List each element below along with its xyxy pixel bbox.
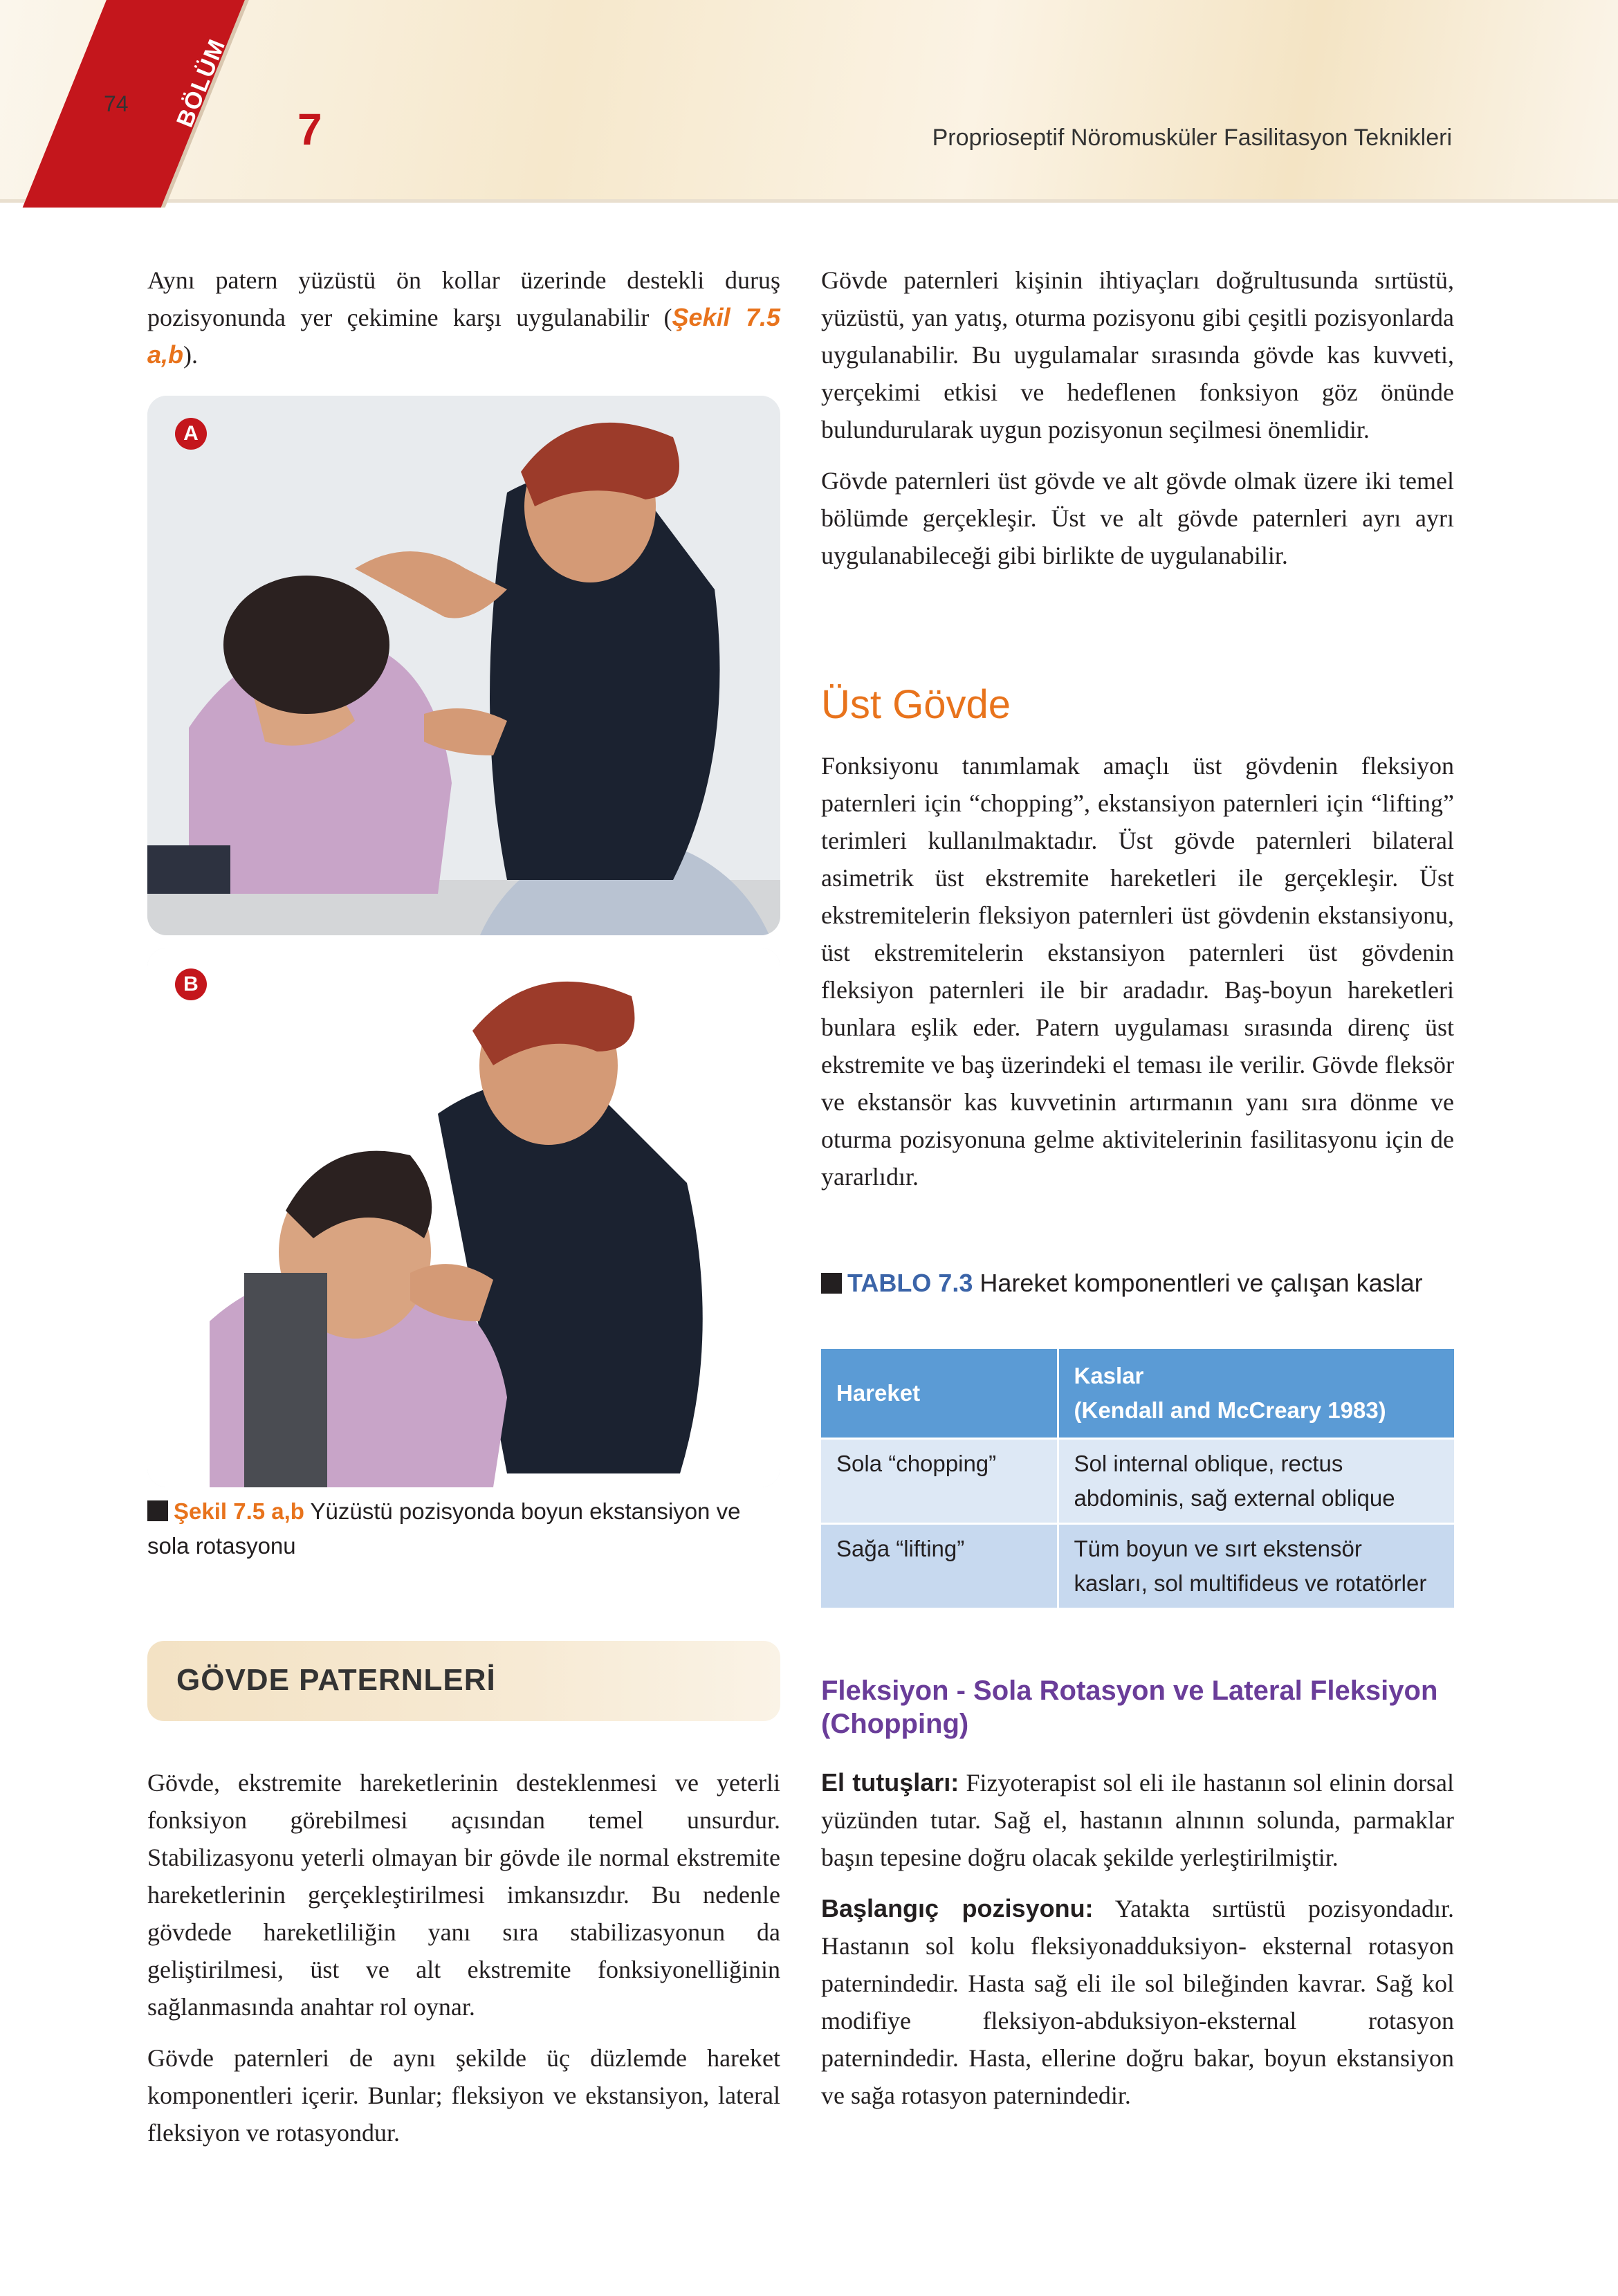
table-label: TABLO 7.3 [847,1269,973,1297]
table-row [821,1439,1454,1524]
left-body [147,1764,780,2151]
table-cell-kaslar: Sol internal oblique, rectus abdominis, sağ external oblique [1058,1439,1454,1524]
section-word: BÖLÜM [172,35,231,131]
table-title: Hareket komponentleri ve çalışan kaslar [973,1269,1423,1297]
section-title: GÖVDE PATERNLERİ [176,1663,496,1697]
running-title: Proprioseptif Nöromusküler Fasilitasyon Teknikleri [932,125,1452,151]
figure-caption [147,1494,780,1563]
right-body-bottom [821,1764,1454,2114]
table-header-kaslar: Kaslar (Kendall and McCreary 1983) [1058,1349,1454,1439]
table-caption [821,1266,1454,1301]
left-paragraph-2: Gövde paternleri de aynı şekilde üç düzlemde hareket komponentleri içerir. Bunlar; fleksiyon ve ekstansiyon, lateral fleksiyon ve rotasyondur. [147,2044,780,2147]
header-rule [0,199,1618,203]
table-square-icon [821,1273,842,1294]
table-cell-hareket: Sola “chopping” [821,1439,1058,1524]
right-paragraph-3: Fonksiyonu tanımlamak amaçlı üst gövdenin fleksiyon paternleri için “chopping”, ekstansiyon paternleri için “lifting” terimleri kullanılmaktadır. Üst gövde paternleri bilateral asimetrik üst ekstremite hareketleri ile gerçekleşir. Üst ekstremitelerin fleksiyon paternleri üst gövdenin ekstansiyonu, üst ekstremitelerin ekstansiyon paternleri üst gövdenin fleksiyon paternleri ile bir aradadır. Baş-boyun hareketleri bunlara eşlik eder. Patern uygulaması sırasında direnç üst ekstremite ve baş üzerindeki el teması ile verilir. Gövde fleksör ve ekstansör kas kuvvetinin artırmanın yanı sıra dönme ve oturma pozisyonuna gelme aktivitelerinin fasilitasyonu için de yararlıdır. [821,752,1454,1191]
caption-square-icon [147,1500,168,1521]
movement-muscles-table [821,1349,1454,1608]
start-label: Başlangıç pozisyonu: [821,1894,1094,1922]
chapter-number: 7 [297,104,322,154]
page-header-band [0,0,1618,201]
grip-paragraph: El tutuşları: Fizyoterapist sol eli ile hastanın sol elinin dorsal yüzünden tutar. Sağ el, hastanın alnının solunda, parmaklar başın tepesine doğru olacak şekilde yerleştirilmiştir. [821,1768,1454,1871]
start-paragraph: Başlangıç pozisyonu: Yatakta sırtüstü pozisyondadır. Hastanın sol kolu fleksiyonadduksiyon- eksternal rotasyon paternindedir. Hasta sağ eli ile sol bileğinden kavrar. Sağ kol modifiye fleksiyon-abduksiyon-eksternal rotasyon paternindedir. Hasta, ellerine doğru bakar, boyun ekstansiyon ve sağa rotasyon paternindedir. [821,1894,1454,2109]
heading-ust-govde: Üst Gövde [821,682,1011,727]
caption-label: Şekil 7.5 a,b [174,1498,304,1524]
table-cell-hareket: Sağa “lifting” [821,1524,1058,1608]
right-body-top [821,261,1454,574]
left-paragraph-1: Gövde, ekstremite hareketlerinin desteklenmesi ve yeterli fonksiyon görebilmesi açısından temel unsurdur. Stabilizasyonu yeterli olmayan bir gövde ile normal ekstremite hareketlerinin gerçekleştirilmesi imkansızdır. Bu nedenle gövdede hareketliliğin yanı sıra stabilizasyonun da geliştirilmesi, üst ve alt ekstremite fonksiyonelliğinin sağlanmasında anahtar rol oynar. [147,1769,780,2021]
table-header-hareket: Hareket [821,1349,1058,1439]
photo-a-badge: A [175,418,207,450]
photo-b-badge: B [175,968,207,1000]
photo-a-illustration [147,396,780,935]
table-cell-kaslar: Tüm boyun ve sırt ekstensör kasları, sol multifideus ve rotatörler [1058,1524,1454,1608]
caption-text: Yüzüstü pozisyonda boyun ekstansiyon ve sola rotasyonu [147,1498,741,1559]
page-number: 74 [104,91,129,116]
left-intro [147,261,780,374]
section-heading-box [147,1641,780,1721]
right-body-mid [821,747,1454,1195]
figure-ref[interactable]: Şekil 7.5 a,b [147,303,781,369]
photo-b-illustration [147,948,780,1487]
subheading-chopping: Fleksiyon - Sola Rotasyon ve Lateral Fleksiyon (Chopping) [821,1675,1438,1739]
table-row [821,1524,1454,1608]
figure-photo-a [147,396,780,935]
right-paragraph-2: Gövde paternleri üst gövde ve alt gövde olmak üzere iki temel bölümde gerçekleşir. Üst ve alt gövde paternleri ayrı ayrı uygulanabileceği gibi birlikte de uygulanabilir. [821,467,1454,569]
figure-photo-b [147,948,780,1487]
grip-label: El tutuşları: [821,1768,959,1797]
right-paragraph-1: Gövde paternleri kişinin ihtiyaçları doğrultusunda sırtüstü, yüzüstü, yan yatış, oturma pozisyonu gibi çeşitli pozisyonlarda uygulanabilir. Bu uygulamalar sırasında gövde kas kuvveti, yerçekimi etkisi ve hedeflenen fonksiyon göz önünde bulundurularak uygun pozisyonun seçilmesi önemlidir. [821,266,1454,443]
intro-paragraph: Aynı patern yüzüstü ön kollar üzerinde destekli duruş pozisyonunda yer çekimine karşı uygulanabilir (Şekil 7.5 a,b). [147,266,781,369]
